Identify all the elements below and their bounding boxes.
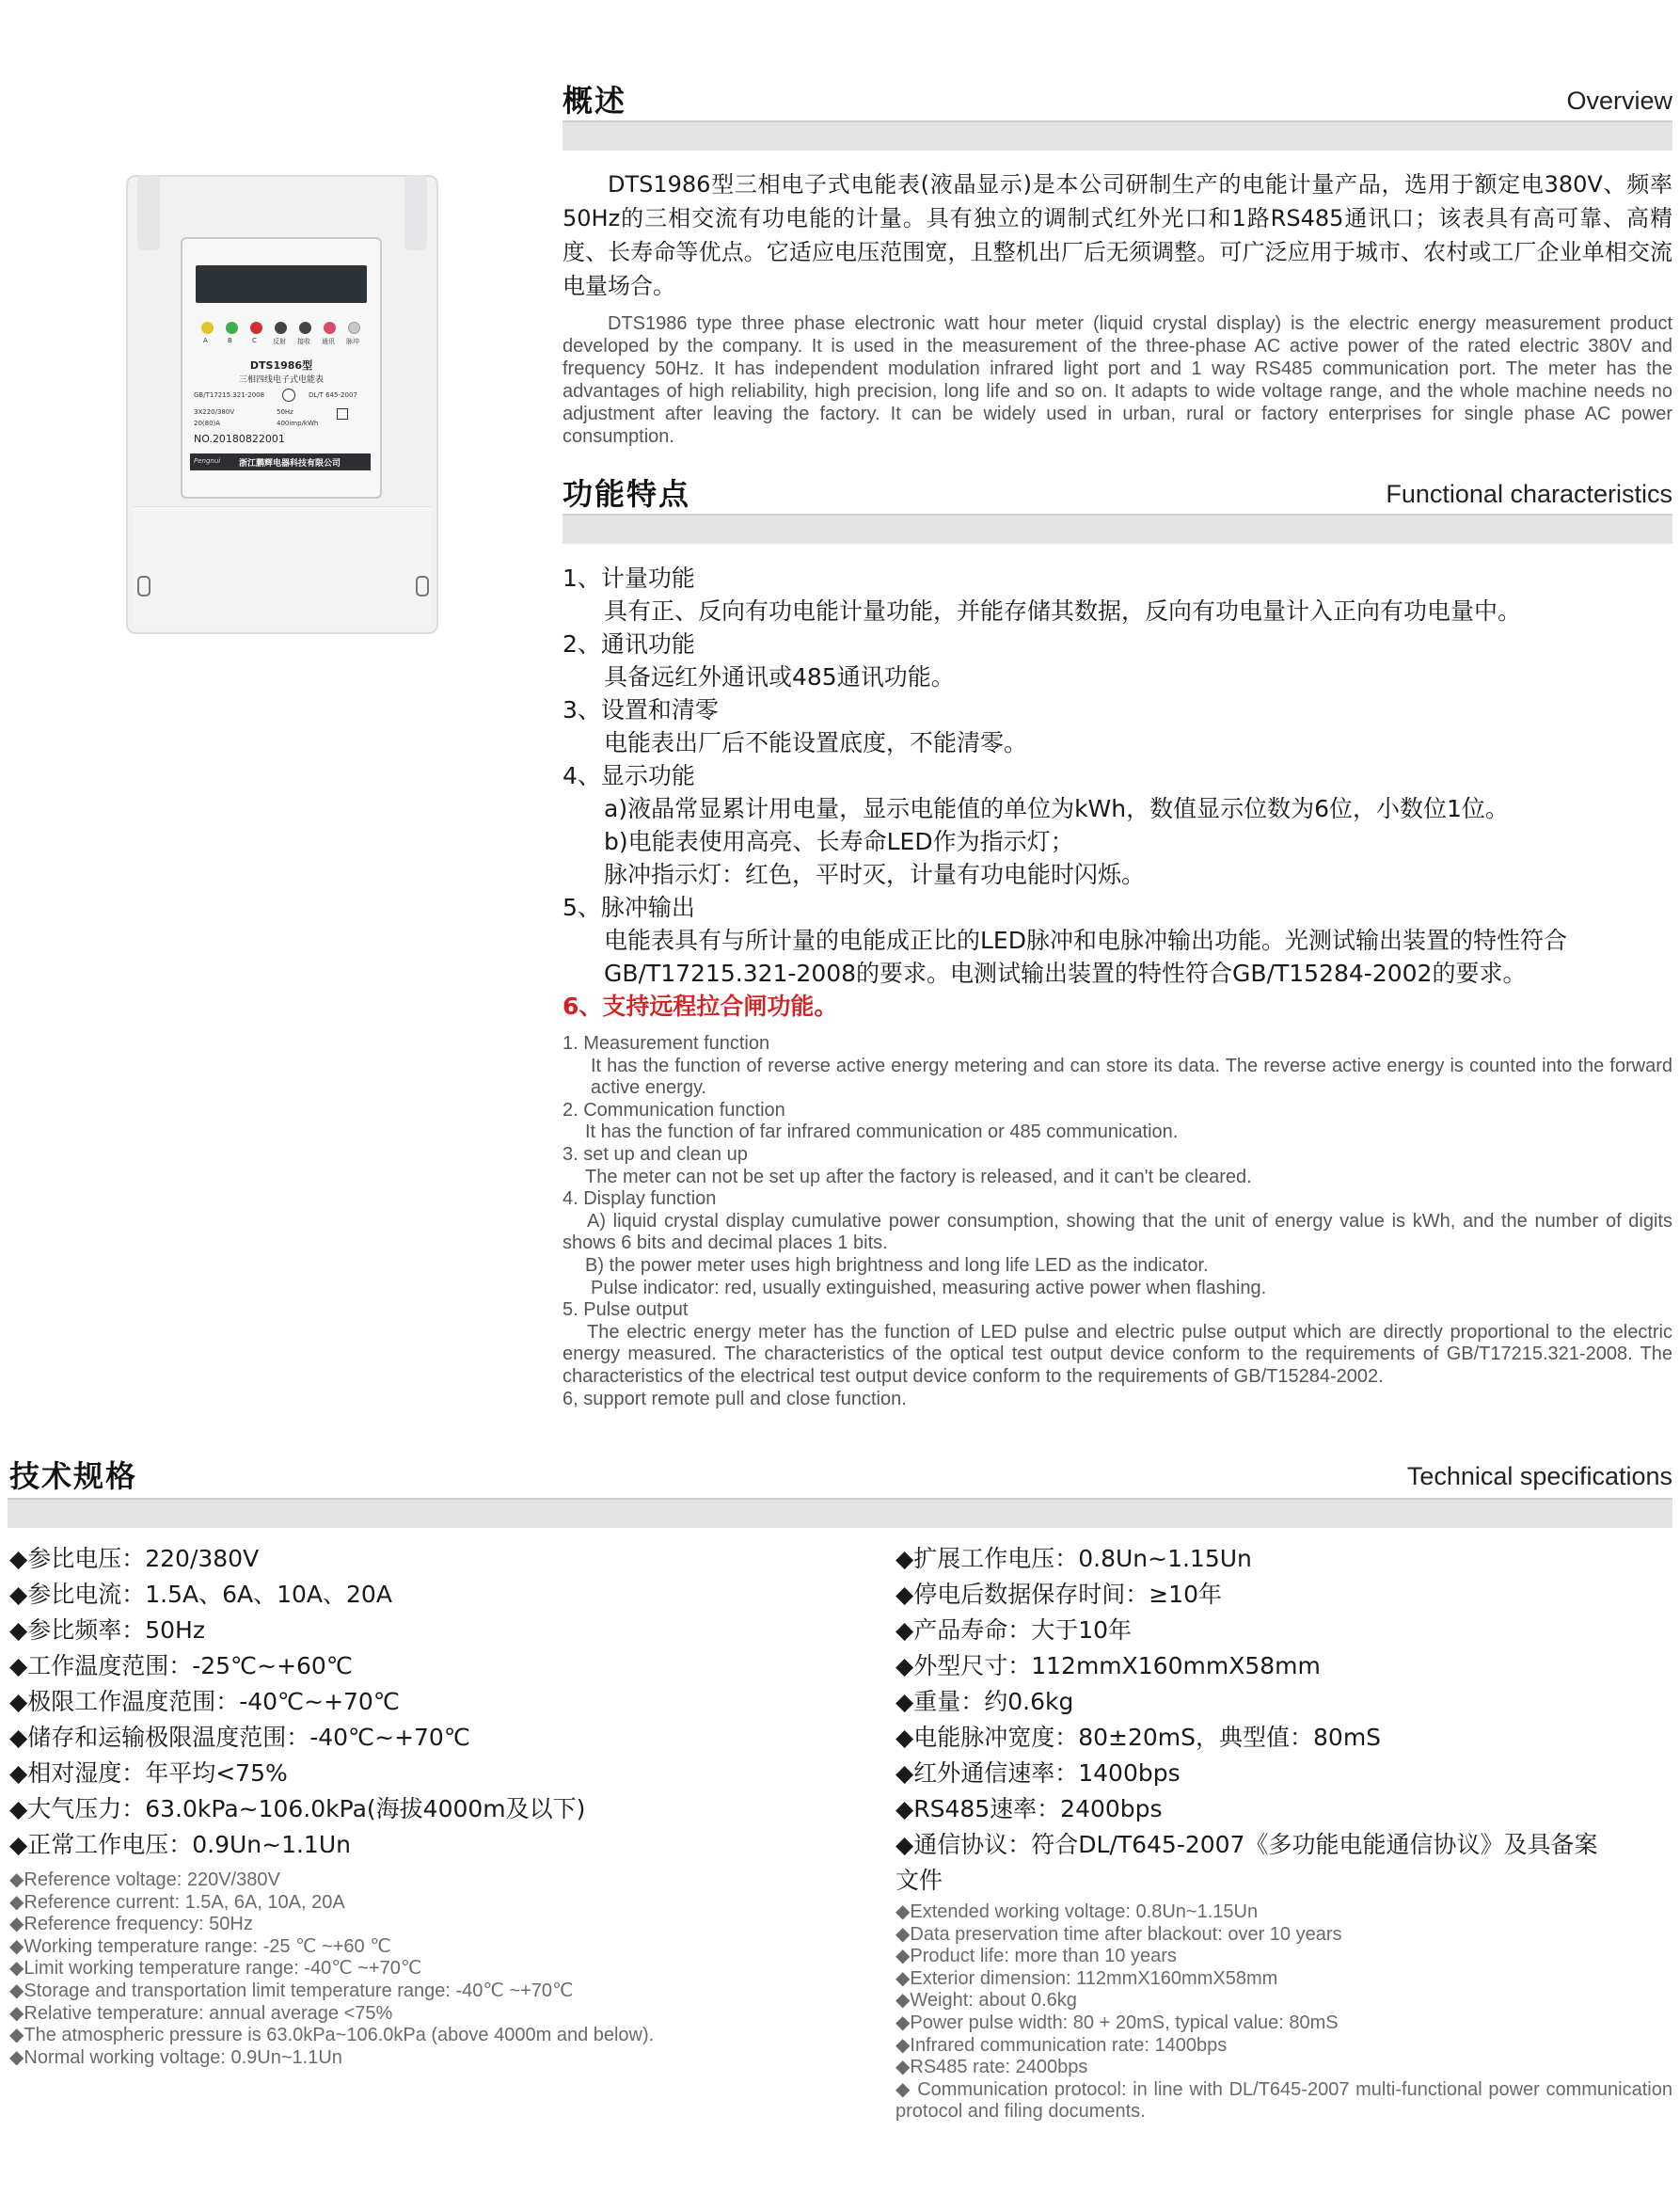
led-label: 脉冲: [346, 338, 359, 345]
feature-en-heading: 4. Display function: [563, 1188, 717, 1210]
spec-item: ◆重量：约0.6kg: [895, 1688, 1074, 1715]
feature-text: 电能表出厂后不能设置底度，不能清零。: [604, 729, 1028, 756]
meter-rating: 3X220/380V: [194, 408, 235, 416]
spec-item: ◆工作温度范围：-25℃~+60℃: [9, 1652, 353, 1679]
feature-text: a)液晶常显累计用电量，显示电能值的单位为kWh，数值显示位数为6位，小数位1位。: [604, 795, 1509, 822]
spec-item: ◆扩展工作电压：0.8Un~1.15Un: [895, 1545, 1252, 1572]
spec-en-item: ◆Reference frequency: 50Hz: [9, 1914, 253, 1935]
features-list-cn: [563, 562, 1677, 1023]
spec-item: ◆电能脉冲宽度：80±20mS，典型值：80mS: [895, 1724, 1382, 1751]
feature-heading: 1、计量功能: [563, 565, 695, 592]
feature-heading: 4、显示功能: [563, 762, 695, 789]
led-label: C: [252, 337, 257, 344]
feature-en-text: It has the function of far infrared communication or 485 communication.: [585, 1121, 1179, 1143]
spec-item: ◆红外通信速率：1400bps: [895, 1759, 1181, 1787]
led-pulse-icon: [348, 322, 360, 334]
led-label: A: [203, 337, 208, 344]
meter-std2: DL/T 645-2007: [309, 391, 357, 399]
spec-en-item: ◆Infrared communication rate: 1400bps: [895, 2034, 1228, 2056]
spec-en-item: ◆Working temperature range: -25 ℃ ~+60 ℃: [9, 1935, 391, 1957]
led-label: 通讯: [322, 338, 335, 345]
spec-en-item: ◆Extended working voltage: 0.8Un~1.15Un: [895, 1901, 1259, 1922]
feature-en-text: The meter can not be set up after the factory is released, and it can't be cleared.: [585, 1166, 1252, 1187]
meter-image: [126, 175, 438, 634]
spec-item: ◆停电后数据保存时间：≥10年: [895, 1581, 1222, 1608]
feature-text: 脉冲指示灯：红色，平时灭，计量有功电能时闪烁。: [604, 861, 1146, 888]
feature-en-text: B) the power meter uses high brightness and long life LED as the indicator.: [585, 1254, 1209, 1276]
spec-en-item: ◆Weight: about 0.6kg: [895, 1990, 1077, 2012]
feature-text: GB/T17215.321-2008的要求。电测试输出装置的特性符合GB/T15284-2002的要求。: [604, 960, 1527, 987]
meter-terminal-cover: [134, 506, 431, 626]
feature-en-heading: 5. Pulse output: [563, 1299, 689, 1321]
meter-class-icon: [282, 389, 295, 402]
brand-logo: Pengnui: [194, 457, 221, 465]
led-c-icon: [250, 322, 262, 334]
feature-text: 具备远红外通讯或485通讯功能。: [604, 663, 955, 691]
meter-model: DTS1986型: [249, 359, 313, 372]
feature-en-heading: 2. Communication function: [563, 1099, 785, 1121]
spec-item: ◆参比电压：220/380V: [9, 1545, 260, 1572]
meter-top-tab-right: [404, 175, 427, 250]
feature-heading: 2、通讯功能: [563, 630, 695, 658]
feature-text: b)电能表使用高亮、长寿命LED作为指示灯；: [604, 828, 1074, 855]
meter-name: 三相四线电子式电能表: [238, 375, 324, 385]
feature-heading: 5、脉冲输出: [563, 894, 695, 921]
spec-en-item: ◆Normal working voltage: 0.9Un~1.1Un: [9, 2046, 342, 2068]
spec-item: ◆外型尺寸：112mmX160mmX58mm: [895, 1652, 1321, 1679]
feature-en-heading: 1. Measurement function: [563, 1033, 770, 1054]
meter-face: [181, 237, 382, 499]
features-list-en: [563, 1033, 1672, 1410]
spec-en-item: ◆Product life: more than 10 years: [895, 1946, 1177, 1967]
spec-en-item: ◆Limit working temperature range: -40℃ ~+70℃: [9, 1958, 422, 1980]
spec-en-item: ◆Exterior dimension: 112mmX160mmX58mm: [895, 1967, 1278, 1989]
spec-item: ◆大气压力：63.0kPa~106.0kPa(海拔4000m及以下): [9, 1795, 586, 1822]
led-label: 接收: [297, 338, 310, 345]
feature-heading: 3、设置和清零: [563, 696, 719, 724]
meter-brand-bar: [190, 453, 371, 470]
meter-symbols-icon: [337, 408, 348, 420]
feature-text: 具有正、反向有功电能计量功能，并能存储其数据，反向有功电量计入正向有功电量中。: [604, 597, 1522, 625]
overview-divider: [563, 120, 1672, 151]
spec-item: ◆相对湿度：年平均<75%: [9, 1759, 288, 1787]
spec-en-item: ◆Reference voltage: 220V/380V: [9, 1869, 280, 1890]
features-title: 功能特点: [563, 476, 691, 512]
led-row: [194, 322, 369, 350]
specs-divider: [8, 1498, 1672, 1528]
overview-paragraph-en-text: DTS1986 type three phase electronic watt hour meter (liquid crystal display) is the electric energy measurement product developed by the company. It is used in the measurement of the three-phase AC active power of the rated electric 380V and frequency 50Hz. It has independent modulation infrared light port and 1 way RS485 communication port. The meter has the advantages of high reliability, high precision, long life and so on. It adapts to wide voltage range, and the whole machine needs no adjustment after leaving the factory. It can be widely used in urban, rural or factory enterprises for single phase AC power consumption.: [563, 313, 1672, 447]
overview-paragraph-cn-text: DTS1986型三相电子式电能表(液晶显示)是本公司研制生产的电能计量产品，选用于额定电380V、频率50Hz的三相交流有功电能的计量。具有独立的调制式红外光口和1路RS485通讯口；该表具有高可靠、高精度、长寿命等优点。它适应电压范围宽，且整机出厂后无须调整。可广泛应用于城市、农村或工厂企业单相交流电量场合。: [563, 171, 1672, 299]
spec-item: ◆正常工作电压：0.9Un~1.1Un: [9, 1831, 351, 1858]
led-receive-icon: [299, 322, 311, 334]
spec-en-item: ◆Relative temperature: annual average <75%: [9, 2002, 393, 2024]
spec-en-item: ◆ Communication protocol: in line with DL/T645-2007 multi-functional power communication protocol and filing documents.: [895, 2078, 1672, 2123]
led-reflect-icon: [275, 322, 287, 334]
meter-constant: 400imp/kWh: [277, 420, 319, 427]
overview-title-en: Overview: [1566, 87, 1672, 115]
overview-paragraph-cn: [563, 167, 1672, 303]
specs-right-cn: [895, 1541, 1676, 1899]
led-a-icon: [201, 322, 214, 334]
seal-screw-right-icon: [416, 576, 429, 596]
seal-screw-left-icon: [137, 576, 151, 596]
feature-en-text: A) liquid crystal display cumulative power consumption, showing that the unit of energy value is kWh, and the number of digits shows 6 bits and decimal places 1 bits.: [563, 1210, 1672, 1254]
spec-item: ◆通信协议：符合DL/T645-2007《多功能电能通信协议》及具备案: [895, 1831, 1598, 1858]
led-label: 反射: [273, 338, 286, 345]
features-title-en: Functional characteristics: [1386, 480, 1672, 508]
feature-en-heading: 6, support remote pull and close function.: [563, 1388, 907, 1409]
lcd-display: [196, 265, 367, 303]
specs-left-cn: [9, 1541, 856, 1863]
meter-case: [126, 175, 438, 634]
overview-title: 概述: [563, 83, 627, 119]
spec-en-item: ◆Data preservation time after blackout: over 10 years: [895, 1923, 1342, 1945]
specs-title-en: Technical specifications: [1406, 1462, 1672, 1490]
specs-right-en: [895, 1901, 1672, 2123]
meter-current: 20(80)A: [194, 420, 221, 427]
spec-item: ◆储存和运输极限温度范围：-40℃~+70℃: [9, 1724, 470, 1751]
spec-en-item: ◆Reference current: 1.5A, 6A, 10A, 20A: [9, 1891, 345, 1913]
specs-left-en: [9, 1869, 856, 2069]
feature-en-text: Pulse indicator: red, usually extinguished, measuring active power when flashing.: [591, 1277, 1267, 1298]
spec-item: ◆参比电流：1.5A、6A、10A、20A: [9, 1581, 392, 1608]
feature-heading-highlight: 6、支持远程拉合闸功能。: [563, 993, 838, 1020]
spec-item: 文件: [895, 1867, 943, 1894]
led-b-icon: [226, 322, 238, 334]
feature-text: 电能表具有与所计量的电能成正比的LED脉冲和电脉冲输出功能。光测试输出装置的特性符合: [604, 927, 1567, 954]
spec-item: ◆RS485速率：2400bps: [895, 1795, 1163, 1822]
feature-en-text: The electric energy meter has the function of LED pulse and electric pulse output which are directly proportional to the electric energy measured. The characteristics of the optical test output device conform to the requirements of GB/T17215.321-2008. The characteristics of the electrical test output device conform to the requirements of GB/T15284-2002.: [563, 1321, 1672, 1387]
meter-top-tab-left: [137, 175, 160, 250]
overview-paragraph-en: [563, 312, 1672, 448]
spec-en-item: ◆Storage and transportation limit temperature range: -40℃ ~+70℃: [9, 1980, 574, 2001]
meter-serial: NO.20180822001: [194, 433, 285, 445]
spec-en-item: ◆The atmospheric pressure is 63.0kPa~106.0kPa (above 4000m and below).: [9, 2025, 655, 2046]
spec-item: ◆产品寿命：大于10年: [895, 1616, 1133, 1644]
spec-item: ◆参比频率：50Hz: [9, 1616, 205, 1644]
spec-item: ◆极限工作温度范围：-40℃~+70℃: [9, 1688, 400, 1715]
meter-freq: 50Hz: [277, 408, 293, 416]
meter-std1: GB/T17215.321-2008: [194, 391, 265, 399]
feature-en-heading: 3. set up and clean up: [563, 1143, 748, 1165]
spec-en-item: ◆RS485 rate: 2400bps: [895, 2057, 1088, 2078]
led-comm-icon: [324, 322, 336, 334]
meter-company: 浙江鹏辉电器科技有限公司: [239, 459, 341, 469]
features-divider: [563, 514, 1672, 544]
specs-title: 技术规格: [9, 1458, 138, 1494]
spec-en-item: ◆Power pulse width: 80 + 20mS, typical value: 80mS: [895, 2012, 1339, 2033]
led-label: B: [228, 337, 232, 344]
feature-en-text: It has the function of reverse active energy metering and can store its data. The reverse active energy is counted into the forward active energy.: [591, 1055, 1672, 1099]
